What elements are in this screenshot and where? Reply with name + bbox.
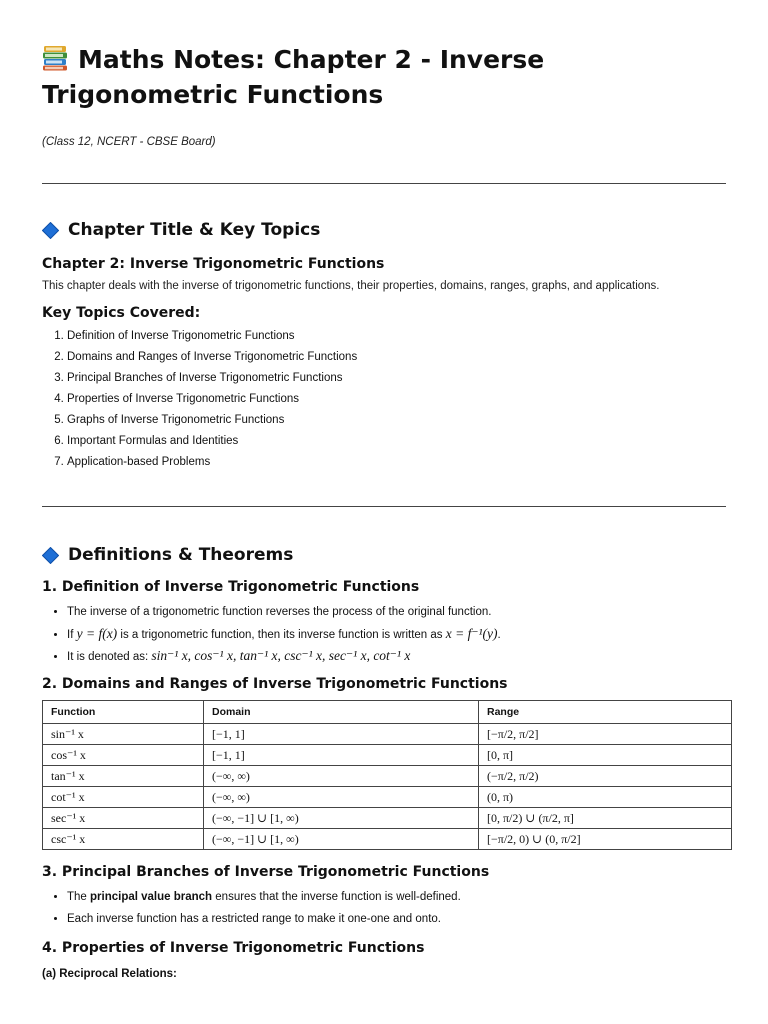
table-header-cell: Function [43,701,204,724]
table-cell: cot⁻¹ x [43,787,204,808]
definition-bullets [42,601,726,667]
table-header-row [43,701,732,724]
chapter-title: Chapter 2: Inverse Trigonometric Functions [42,256,385,272]
definition-heading: 1. Definition of Inverse Trigonometric Functions [42,579,420,595]
table-cell: (0, π) [479,787,732,808]
list-item: • The inverse of a trigonometric function reverses the process of the original function. [67,601,726,623]
table-cell: cos⁻¹ x [43,745,204,766]
table-cell: [−1, 1] [204,745,479,766]
table-cell: (−∞, ∞) [204,787,479,808]
key-topics-list [42,326,726,473]
divider [42,183,726,184]
list-item: 4. Properties of Inverse Trigonometric Functions [67,389,726,410]
list-item: 2. Domains and Ranges of Inverse Trigonometric Functions [67,347,726,368]
table-cell: [−π/2, π/2] [479,724,732,745]
table-cell: (−π/2, π/2) [479,766,732,787]
table-cell: (−∞, −1] ∪ [1, ∞) [204,808,479,829]
principal-branches-heading: 3. Principal Branches of Inverse Trigonometric Functions [42,864,490,880]
reciprocal-relations-subheading: (a) Reciprocal Relations: [42,968,177,980]
list-item: 7. Application-based Problems [67,452,726,473]
list-item: • Each inverse function has a restricted range to make it one-one and onto. [67,908,726,930]
table-cell: sin⁻¹ x [43,724,204,745]
page-title [42,0,726,112]
list-item: 6. Important Formulas and Identities [67,431,726,452]
table-row [43,766,732,787]
list-item: • The principal value branch ensures that the inverse function is well-defined. [67,886,726,908]
table-cell: csc⁻¹ x [43,829,204,850]
math-expression: sin⁻¹ x, cos⁻¹ x, tan⁻¹ x, csc⁻¹ x, sec⁻¹ x, cot⁻¹ x [151,648,411,663]
table-cell: [−π/2, 0) ∪ (0, π/2] [479,829,732,850]
table-row [43,787,732,808]
table-cell: [0, π/2) ∪ (π/2, π] [479,808,732,829]
table-cell: sec⁻¹ x [43,808,204,829]
table-cell: [0, π] [479,745,732,766]
list-item: 1. Definition of Inverse Trigonometric Functions [67,326,726,347]
math-expression: y = f(x) [76,626,118,641]
key-topics-title: Key Topics Covered: [42,305,201,321]
chapter-description: This chapter deals with the inverse of trigonometric functions, their properties, domains, ranges, graphs, and applications. [42,280,660,292]
table-row [43,724,732,745]
table-cell: (−∞, −1] ∪ [1, ∞) [204,829,479,850]
page-subtitle: (Class 12, NCERT - CBSE Board) [42,136,216,148]
domains-ranges-table [42,700,732,850]
section-heading-definitions: Definitions & Theorems [42,545,726,565]
divider [42,506,726,507]
domains-ranges-heading: 2. Domains and Ranges of Inverse Trigonometric Functions [42,676,508,692]
blue-diamond-icon [42,547,59,564]
table-row [43,745,732,766]
list-item: • If y = f(x) is a trigonometric function, then its inverse function is written as x = f⁻¹(y). [67,623,726,645]
table-header-cell: Range [479,701,732,724]
blue-diamond-icon [42,222,59,239]
list-item: 3. Principal Branches of Inverse Trigonometric Functions [67,368,726,389]
table-cell: [−1, 1] [204,724,479,745]
list-item: • It is denoted as: sin⁻¹ x, cos⁻¹ x, tan⁻¹ x, csc⁻¹ x, sec⁻¹ x, cot⁻¹ x [67,645,726,667]
table-row [43,808,732,829]
table-row [43,829,732,850]
page-title-text: Maths Notes: Chapter 2 - Inverse Trigonometric Functions [42,45,545,109]
table-cell: (−∞, ∞) [204,766,479,787]
principal-branches-bullets [42,886,726,930]
table-cell: tan⁻¹ x [43,766,204,787]
section-heading-key-topics: Chapter Title & Key Topics [42,220,726,240]
books-icon [42,45,70,71]
bold-term: principal value branch [90,891,213,903]
list-item: 5. Graphs of Inverse Trigonometric Functions [67,410,726,431]
table-header-cell: Domain [204,701,479,724]
properties-heading: 4. Properties of Inverse Trigonometric Functions [42,940,425,956]
math-expression: x = f⁻¹(y) [445,626,498,641]
